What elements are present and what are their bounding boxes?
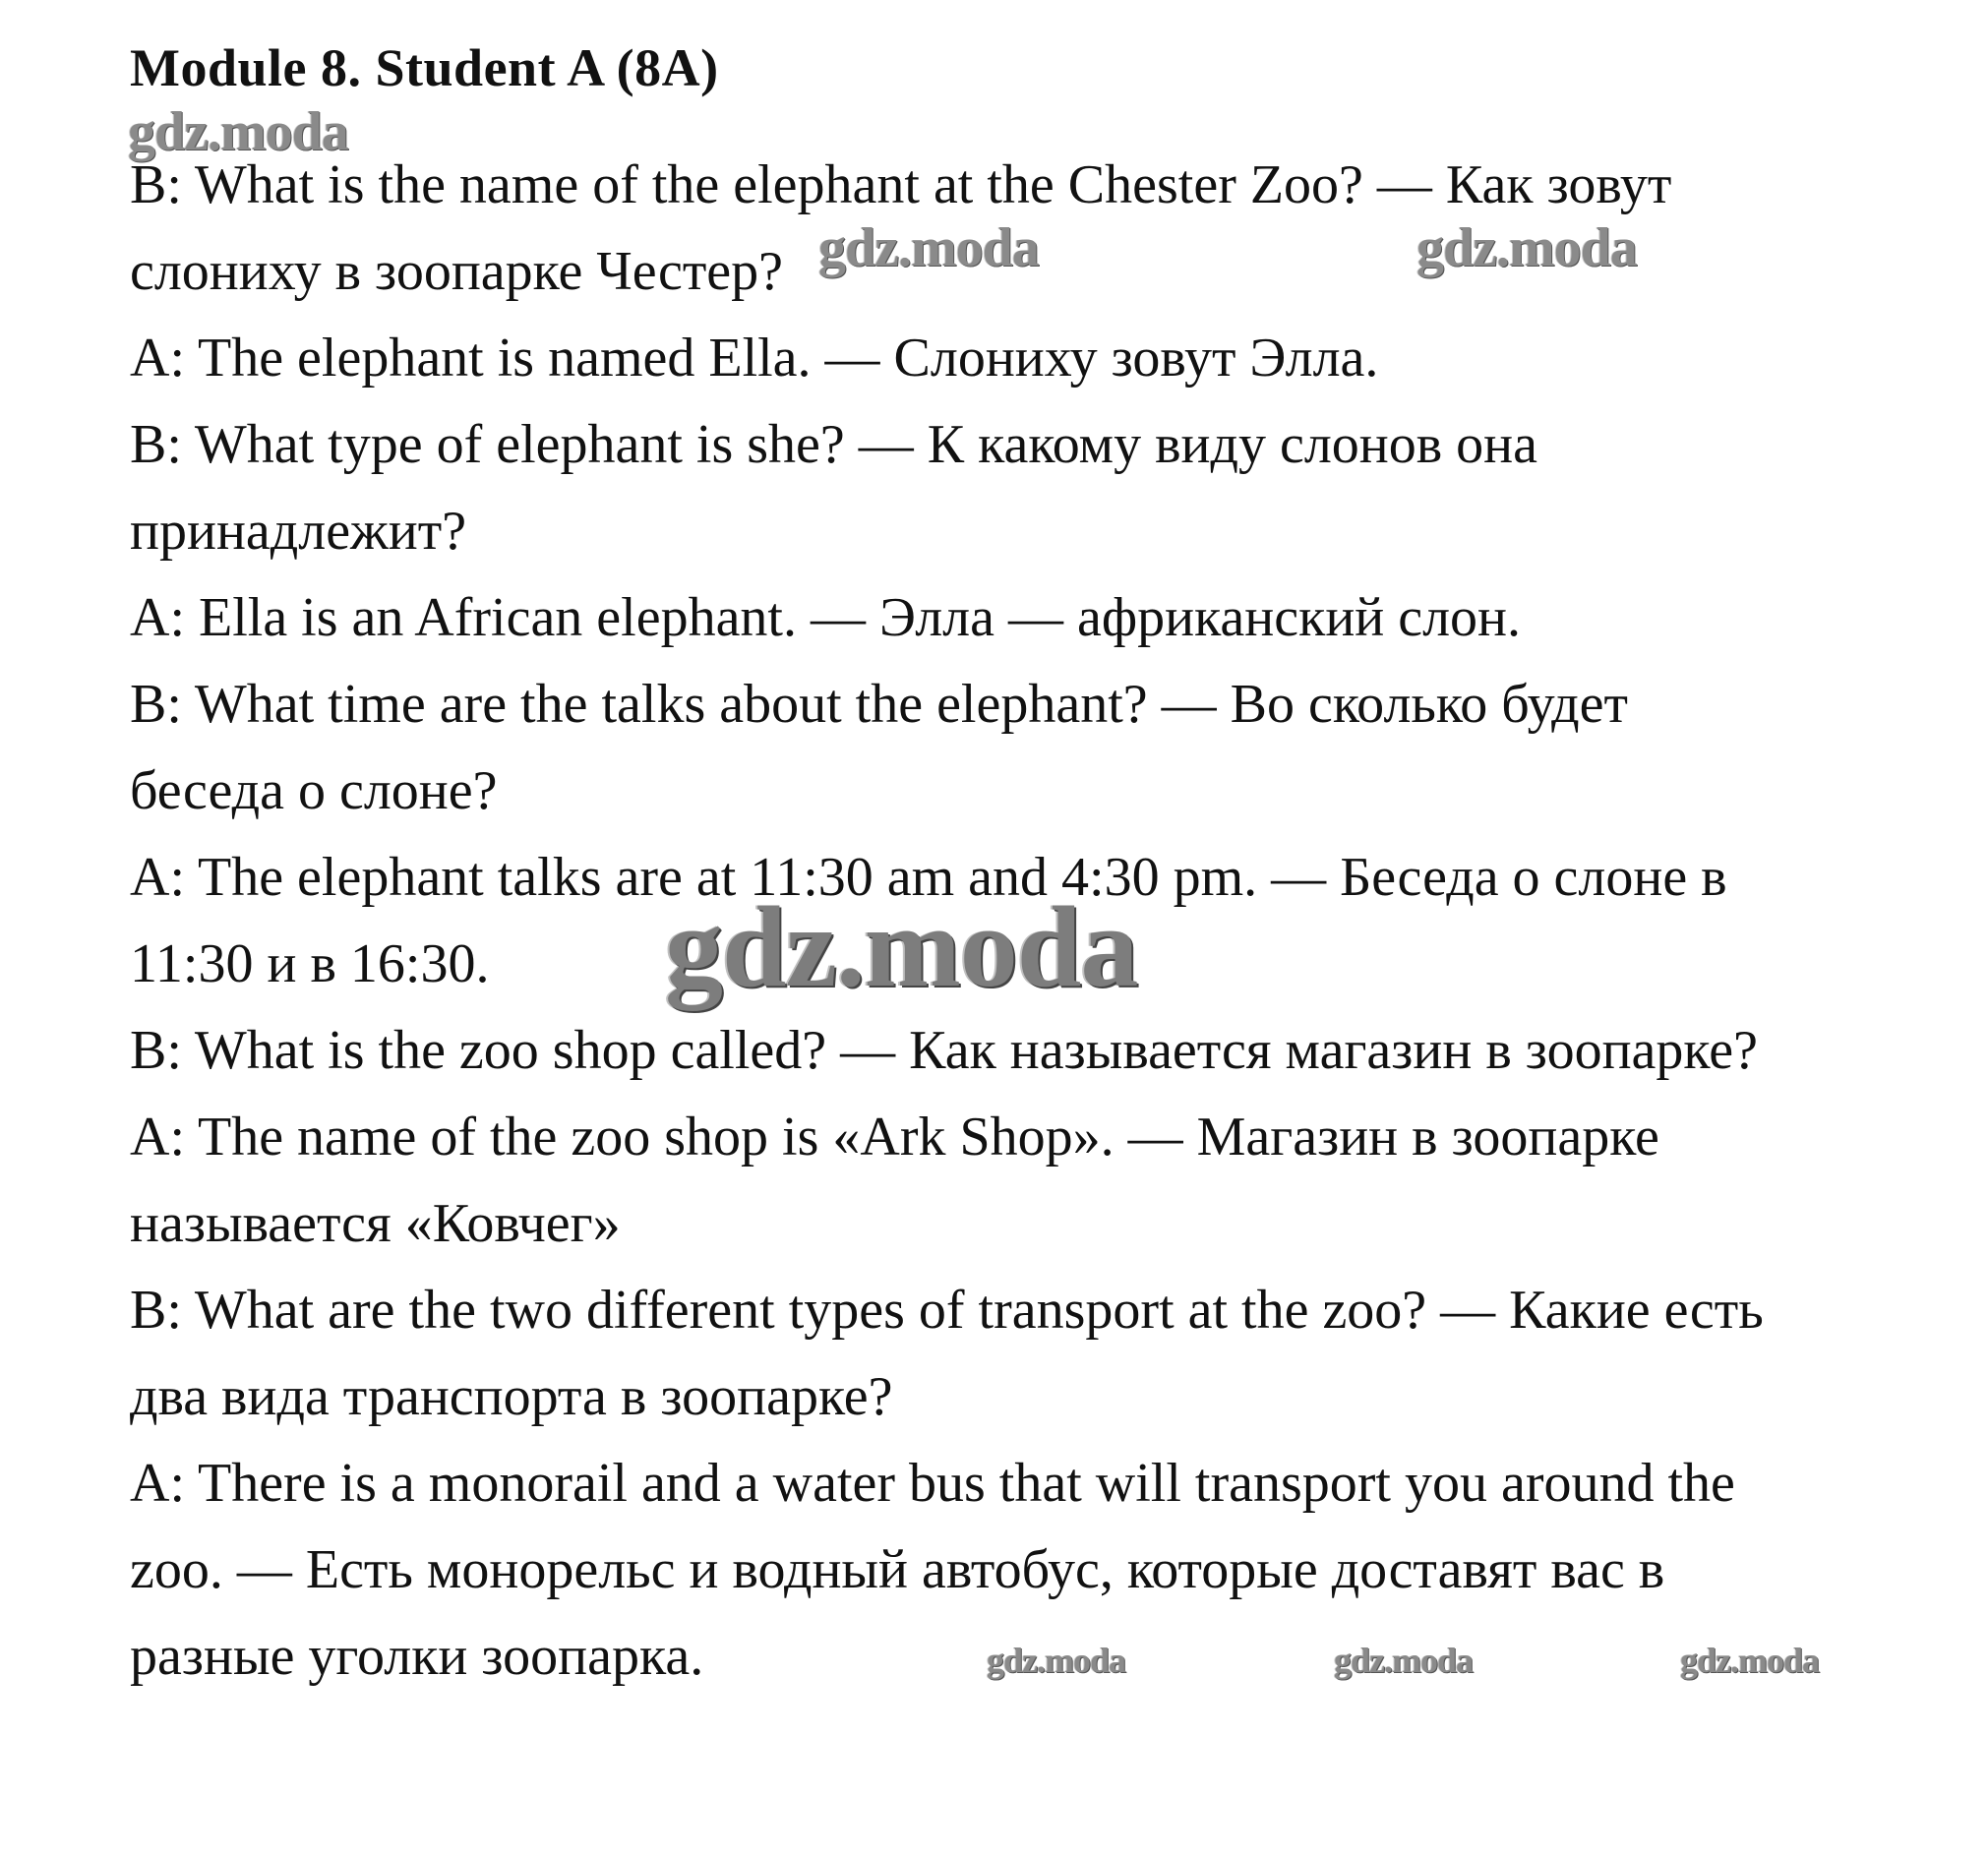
dialogue-line: A: Ella is an African elephant. — Элла — африканский слон. bbox=[130, 587, 1522, 648]
dialogue-line: беседа о слоне? bbox=[130, 760, 498, 821]
dialogue-line: B: What type of elephant is she? — К какому виду слонов она bbox=[130, 414, 1538, 475]
watermark-logo: gdz.moda bbox=[665, 882, 1138, 1011]
watermark-logo: gdz.moda bbox=[818, 217, 1039, 278]
dialogue-line: называется «Ковчег» bbox=[130, 1193, 621, 1254]
dialogue-line: zoo. — Есть монорельс и водный автобус, которые доставят вас в bbox=[130, 1539, 1665, 1600]
dialogue-line: A: The elephant is named Ella. — Слониху зовут Элла. bbox=[130, 328, 1379, 389]
dialogue-line: разные уголки зоопарка. bbox=[130, 1626, 704, 1687]
watermark-logo: gdz.moda bbox=[1680, 1641, 1820, 1680]
watermark-logo: gdz.moda bbox=[1416, 217, 1637, 278]
dialogue-line: A: The elephant talks are at 11:30 am and 4:30 pm. — Беседа о слоне в bbox=[130, 847, 1727, 908]
dialogue-line: B: What is the zoo shop called? — Как называется магазин в зоопарке? bbox=[130, 1020, 1758, 1081]
dialogue-line: B: What is the name of the elephant at the Chester Zoo? — Как зовут bbox=[130, 154, 1672, 215]
dialogue-line: B: What time are the talks about the elephant? — Во сколько будет bbox=[130, 674, 1628, 735]
dialogue-line: A: The name of the zoo shop is «Ark Shop». — Магазин в зоопарке bbox=[130, 1107, 1659, 1167]
watermark-logo: gdz.moda bbox=[128, 101, 348, 162]
dialogue-line: слониху в зоопарке Честер? bbox=[130, 241, 784, 302]
dialogue-line: A: There is a monorail and a water bus that will transport you around the bbox=[130, 1453, 1735, 1514]
dialogue-line: два вида транспорта в зоопарке? bbox=[130, 1366, 893, 1427]
dialogue-line: B: What are the two different types of transport at the zoo? — Какие есть bbox=[130, 1280, 1764, 1341]
watermark-logo: gdz.moda bbox=[987, 1641, 1126, 1680]
page-title: Module 8. Student A (8A) bbox=[130, 38, 719, 97]
dialogue-line: принадлежит? bbox=[130, 501, 467, 562]
watermark-logo: gdz.moda bbox=[1334, 1641, 1474, 1680]
dialogue-line: 11:30 и в 16:30. bbox=[130, 933, 490, 994]
